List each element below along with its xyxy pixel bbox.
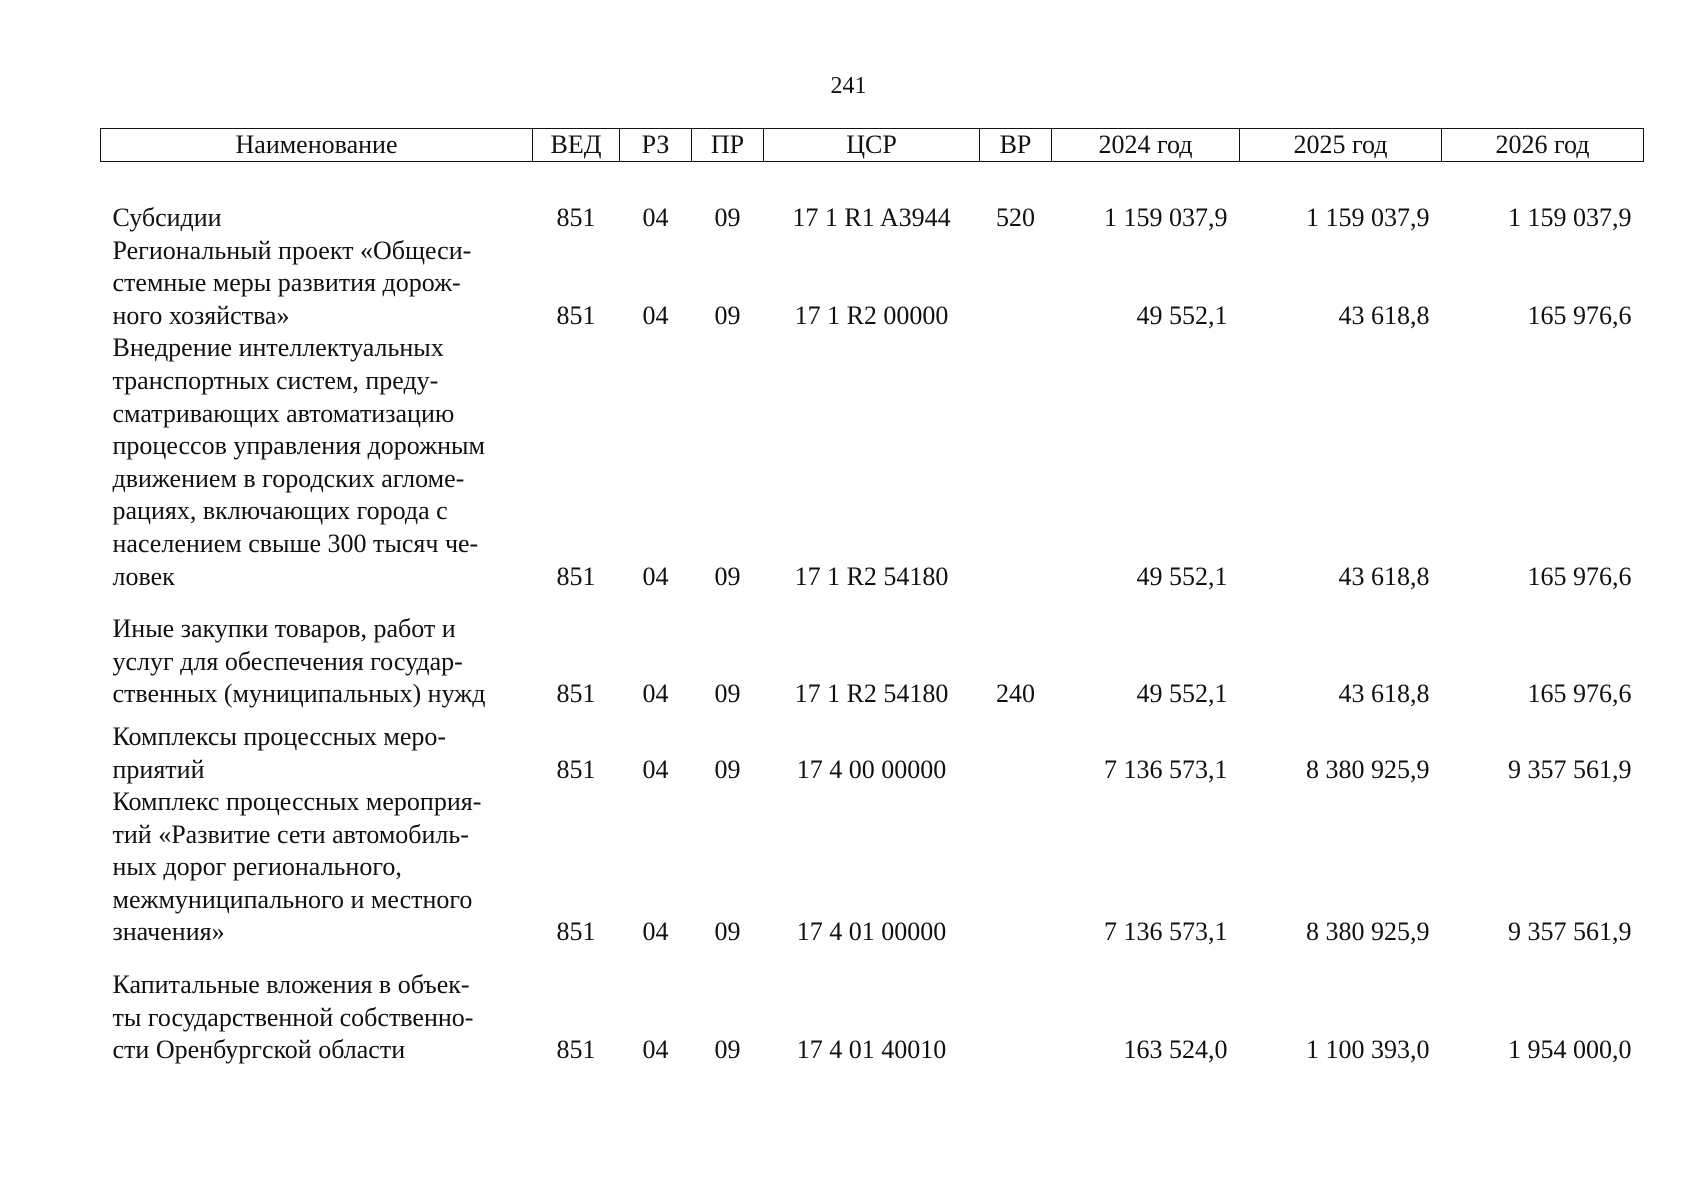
- row-name: Капитальные вложения в объек- ты государственной собственно- сти Оренбургской области: [112, 970, 474, 1065]
- row-ved: 851: [556, 561, 596, 591]
- row-csr: 17 4 00 00000: [796, 754, 947, 784]
- row-2026: 1 159 037,9: [1508, 203, 1632, 232]
- header-2026: 2026 год: [1442, 129, 1644, 162]
- row-name: Комплексы процессных меро- приятий: [112, 721, 447, 784]
- header-2025: 2025 год: [1240, 129, 1442, 162]
- table-row: [101, 949, 1644, 1067]
- row-name: Иные закупки товаров, работ и услуг для обеспечения государ- ственных (муниципальных) нужд: [112, 614, 486, 709]
- row-rz: 04: [642, 561, 669, 591]
- header-rz: РЗ: [620, 129, 692, 162]
- header-vr: ВР: [980, 129, 1052, 162]
- row-ved: 851: [556, 754, 596, 784]
- table-row: [101, 235, 1644, 333]
- row-rz: 04: [642, 300, 669, 330]
- budget-table-container: [100, 128, 1643, 1067]
- row-pr: 09: [714, 1035, 741, 1065]
- table-row: [101, 593, 1644, 711]
- row-2024: 1 159 037,9: [1104, 203, 1228, 232]
- row-pr: 09: [714, 300, 741, 330]
- row-2025: 43 618,8: [1338, 300, 1430, 330]
- header-name: Наименование: [101, 129, 533, 162]
- table-row: [101, 332, 1644, 593]
- row-rz: 04: [642, 203, 669, 232]
- header-2024: 2024 год: [1052, 129, 1240, 162]
- row-vr: [980, 711, 1052, 786]
- header-ved: ВЕД: [533, 129, 620, 162]
- row-rz: 04: [642, 917, 669, 947]
- row-2025: 1 100 393,0: [1306, 1035, 1430, 1065]
- row-pr: 09: [714, 203, 741, 232]
- row-csr: 17 4 01 00000: [796, 917, 947, 947]
- row-2025: 43 618,8: [1338, 561, 1430, 591]
- row-2024: 163 524,0: [1123, 1035, 1228, 1065]
- row-2025: 8 380 925,9: [1306, 754, 1430, 784]
- row-2026: 165 976,6: [1527, 679, 1632, 709]
- row-pr: 09: [714, 679, 741, 709]
- budget-table: [100, 128, 1644, 1067]
- row-2025: 8 380 925,9: [1306, 917, 1430, 947]
- row-vr: [980, 235, 1052, 333]
- table-row: [101, 202, 1644, 235]
- row-2026: 165 976,6: [1527, 300, 1632, 330]
- row-2024: 49 552,1: [1136, 679, 1228, 709]
- row-ved: 851: [556, 1035, 596, 1065]
- row-pr: 09: [714, 561, 741, 591]
- row-ved: 851: [556, 679, 596, 709]
- row-name: Субсидии: [112, 203, 222, 232]
- row-rz: 04: [642, 754, 669, 784]
- row-2026: 1 954 000,0: [1508, 1035, 1632, 1065]
- row-name: Комплекс процессных мероприя- тий «Развитие сети автомобиль- ных дорог регионального, межмуниципального и местного значения»: [112, 787, 482, 947]
- row-pr: 09: [714, 754, 741, 784]
- header-row: [101, 129, 1644, 162]
- row-2025: 1 159 037,9: [1306, 203, 1430, 232]
- row-vr: 240: [996, 679, 1035, 709]
- row-rz: 04: [642, 1035, 669, 1065]
- row-ved: 851: [556, 917, 596, 947]
- row-csr: 17 4 01 40010: [796, 1035, 947, 1065]
- row-vr: 520: [996, 203, 1035, 232]
- row-2026: 9 357 561,9: [1508, 754, 1632, 784]
- row-vr: [980, 786, 1052, 949]
- header-pr: ПР: [692, 129, 764, 162]
- row-2024: 7 136 573,1: [1104, 754, 1228, 784]
- row-ved: 851: [556, 300, 596, 330]
- row-vr: [980, 332, 1052, 593]
- row-pr: 09: [714, 917, 741, 947]
- row-rz: 04: [642, 679, 669, 709]
- row-ved: 851: [556, 203, 596, 232]
- row-vr: [980, 949, 1052, 1067]
- row-name: Внедрение интеллектуальных транспортных систем, преду- сматривающих автоматизацию процессов управления дорожным движением в городских агломе- рациях, включающих города с населением свыше 300 тысяч че- ловек: [112, 333, 485, 591]
- row-2026: 9 357 561,9: [1508, 917, 1632, 947]
- table-row: [101, 786, 1644, 949]
- row-name: Региональный проект «Общеси- стемные меры развития дорож- ного хозяйства»: [112, 235, 472, 330]
- row-csr: 17 1 R2 00000: [794, 300, 949, 330]
- row-2024: 7 136 573,1: [1104, 917, 1228, 947]
- row-2024: 49 552,1: [1136, 561, 1228, 591]
- page-number: 241: [830, 73, 867, 99]
- header-csr: ЦСР: [764, 129, 980, 162]
- row-2024: 49 552,1: [1136, 300, 1228, 330]
- row-csr: 17 1 R2 54180: [794, 679, 949, 709]
- row-2026: 165 976,6: [1527, 561, 1632, 591]
- table-row: [101, 711, 1644, 786]
- row-2025: 43 618,8: [1338, 679, 1430, 709]
- row-csr: 17 1 R1 A3944: [792, 203, 951, 232]
- row-csr: 17 1 R2 54180: [794, 561, 949, 591]
